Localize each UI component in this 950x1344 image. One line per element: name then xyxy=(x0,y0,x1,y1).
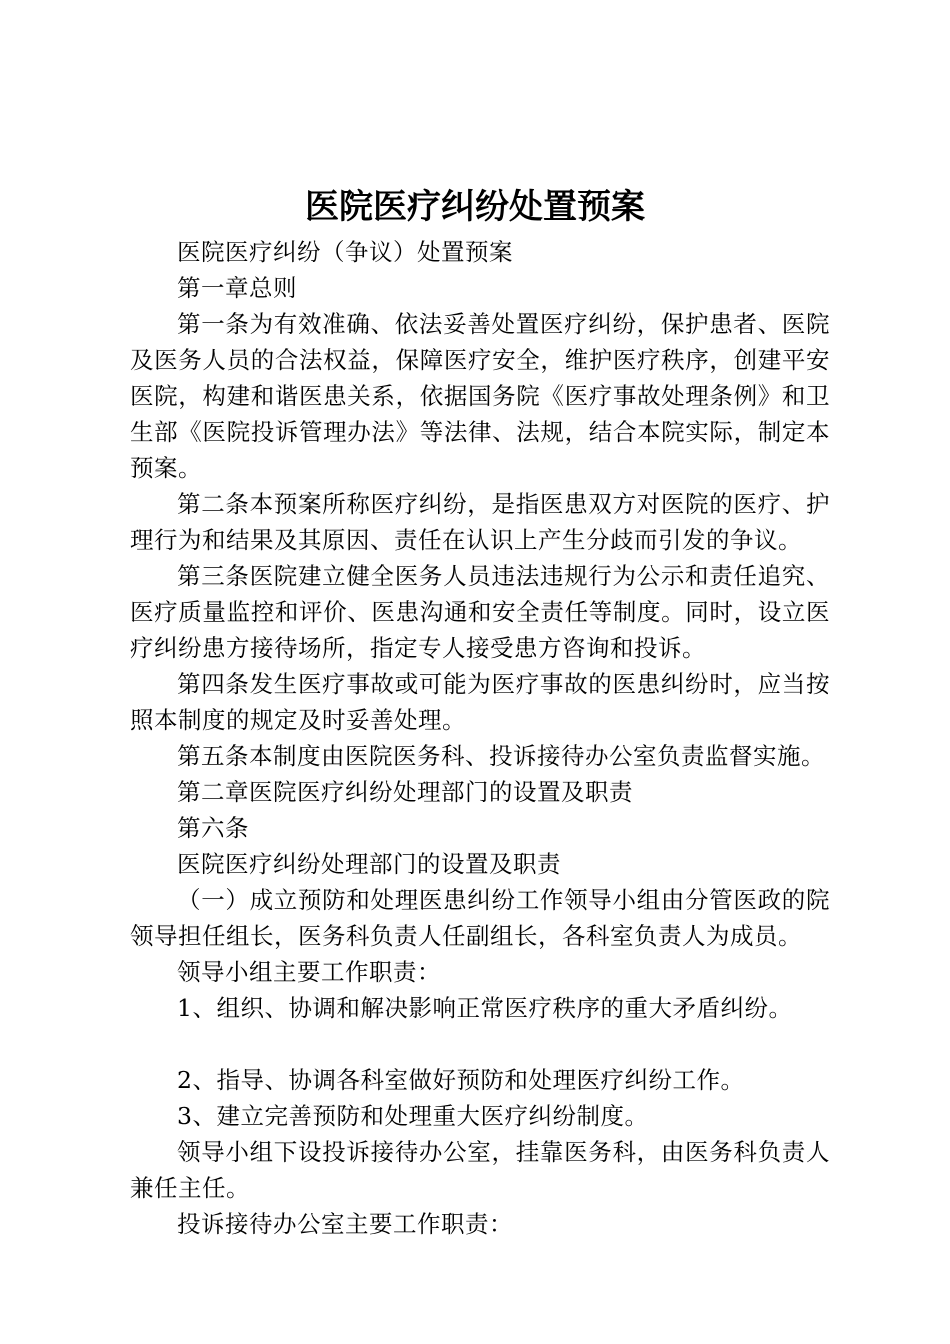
paragraph-duty-3: 3、建立完善预防和处理重大医疗纠纷制度。 xyxy=(177,1102,649,1130)
paragraph-duty-1: 1、组织、协调和解决影响正常医疗秩序的重大矛盾纠纷。 xyxy=(177,994,793,1022)
paragraph-leader-duties: 领导小组主要工作职责： xyxy=(177,958,441,986)
paragraph-item-1: （一）成立预防和处理医患纠纷工作领导小组由分管医政的院领导担任组长，医务科负责人任副组长，各科室负责人为成员。 xyxy=(130,886,830,950)
paragraph-article-1: 第一条为有效准确、依法妥善处置医疗纠纷，保护患者、医院及医务人员的合法权益，保障医疗安全，维护医疗秩序，创建平安医院，构建和谐医患关系，依据国务院《医疗事故处理条例》和卫生部《医院投诉管理办法》等法律、法规，结合本院实际，制定本预案。 xyxy=(130,310,830,482)
paragraph-article-2: 第二条本预案所称医疗纠纷，是指医患双方对医院的医疗、护理行为和结果及其原因、责任在认识上产生分歧而引发的争议。 xyxy=(130,490,830,554)
document-body xyxy=(130,234,830,1242)
paragraph-office-duties: 投诉接待办公室主要工作职责： xyxy=(177,1210,513,1238)
paragraph-office-setup: 领导小组下设投诉接待办公室，挂靠医务科，由医务科负责人兼任主任。 xyxy=(130,1138,830,1202)
paragraph-duty-2: 2、指导、协调各科室做好预防和处理医疗纠纷工作。 xyxy=(177,1066,745,1094)
paragraph-article-5: 第五条本制度由医院医务科、投诉接待办公室负责监督实施。 xyxy=(177,742,825,770)
paragraph-article-3: 第三条医院建立健全医务人员违法违规行为公示和责任追究、医疗质量监控和评价、医患沟通和安全责任等制度。同时，设立医疗纠纷患方接待场所，指定专人接受患方咨询和投诉。 xyxy=(130,562,830,662)
paragraph-chapter-2: 第二章医院医疗纠纷处理部门的设置及职责 xyxy=(177,778,633,806)
paragraph-subtitle: 医院医疗纠纷（争议）处置预案 xyxy=(177,238,513,266)
paragraph-chapter-1: 第一章总则 xyxy=(177,274,297,302)
document-title: 医院医疗纠纷处置预案 xyxy=(305,187,645,227)
paragraph-article-6: 第六条 xyxy=(177,814,249,842)
paragraph-article-4: 第四条发生医疗事故或可能为医疗事故的医患纠纷时，应当按照本制度的规定及时妥善处理。 xyxy=(130,670,830,734)
paragraph-article-6-heading: 医院医疗纠纷处理部门的设置及职责 xyxy=(177,850,561,878)
